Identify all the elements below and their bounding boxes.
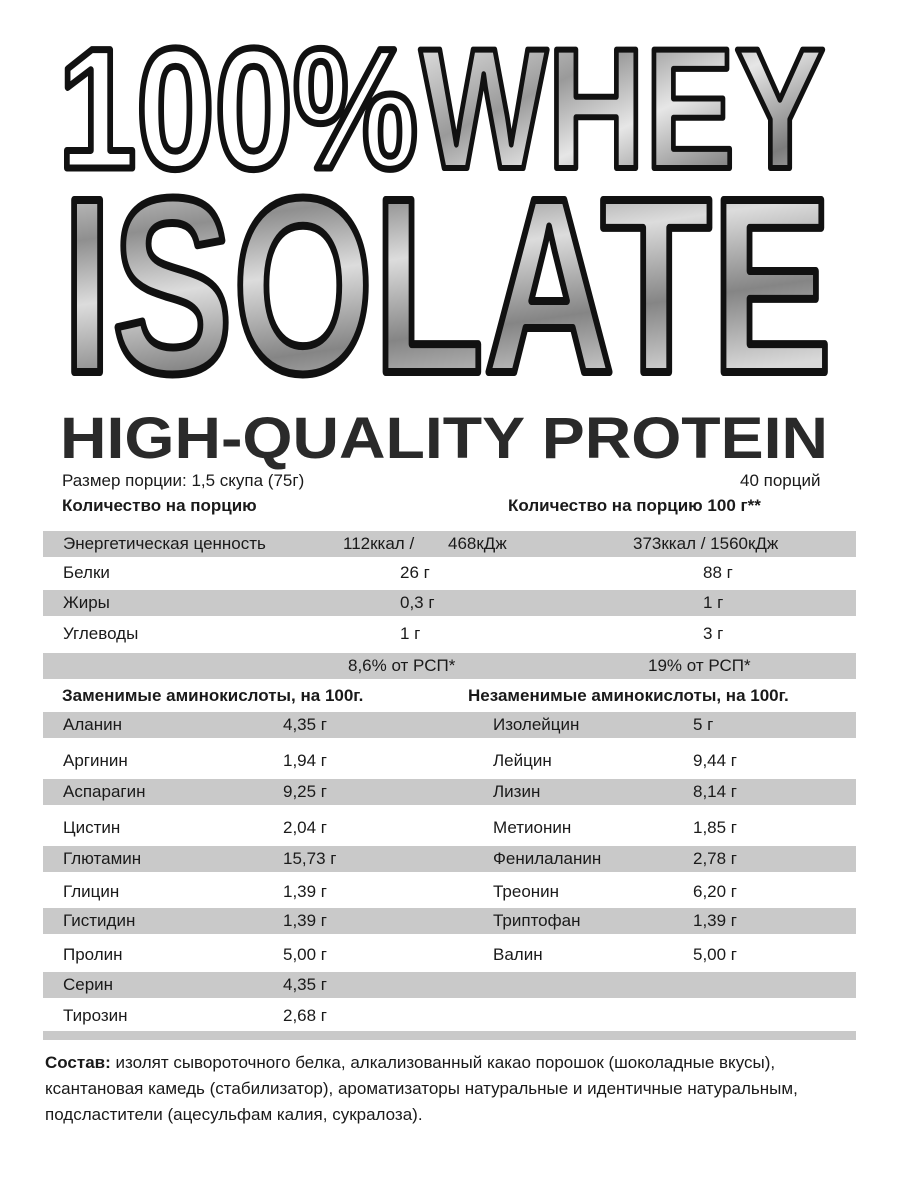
nonessential-amino-name: Глицин xyxy=(63,882,120,901)
nutrition-row-energy xyxy=(43,531,856,557)
amino-row xyxy=(43,712,856,738)
logo-isolate: ISOLATE xyxy=(62,146,832,425)
nonessential-amino-value: 4,35 г xyxy=(283,715,328,734)
nonessential-amino-name: Пролин xyxy=(63,945,123,964)
composition-body: изолят сывороточного белка, алкализованный какао порошок (шоколадные вкусы), ксантановая камедь (стабилизатор), ароматизаторы натуральные и идентичные натуральным, подсластители (ацесульфам калия, сукралоза). xyxy=(45,1053,798,1124)
nutrition-serving-kj: 468кДж xyxy=(448,534,507,553)
nutrition-row-protein xyxy=(43,560,856,586)
essential-amino-name: Лейцин xyxy=(493,751,552,770)
nutrition-per100: 3 г xyxy=(703,624,724,643)
rsp-per100: 19% от РСП* xyxy=(648,656,751,675)
nonessential-amino-name: Цистин xyxy=(63,818,121,837)
nonessential-amino-value: 2,04 г xyxy=(283,818,328,837)
essential-amino-value: 5,00 г xyxy=(693,945,738,964)
logo-tagline: HIGH-QUALITY PROTEIN xyxy=(60,406,828,470)
serving-size: Размер порции: 1,5 скупа (75г) xyxy=(62,471,305,490)
nutrition-serving: 0,3 г xyxy=(400,593,435,612)
logo-whey: WHEY xyxy=(420,13,825,205)
amino-row xyxy=(43,745,856,777)
composition-text xyxy=(45,1050,860,1128)
nonessential-amino-value: 15,73 г xyxy=(283,849,337,868)
essential-amino-name: Лизин xyxy=(493,782,541,801)
nonessential-amino-name: Аспарагин xyxy=(63,782,146,801)
nutrition-label: Белки xyxy=(63,563,110,582)
essential-amino-name: Валин xyxy=(493,945,543,964)
amino-row xyxy=(43,940,856,970)
nutrition-label: Углеводы xyxy=(63,624,139,643)
amino-row xyxy=(43,972,856,998)
nonessential-amino-value: 2,68 г xyxy=(283,1006,328,1025)
nutrition-serving: 26 г xyxy=(400,563,430,582)
nutrition-row-fat xyxy=(43,590,856,616)
per-serving-heading: Количество на порцию xyxy=(62,496,257,515)
essential-amino-value: 6,20 г xyxy=(693,882,738,901)
composition-label: Состав: xyxy=(45,1053,111,1072)
amino-row xyxy=(43,812,856,844)
nonessential-amino-value: 1,39 г xyxy=(283,911,328,930)
essential-amino-title: Незаменимые аминокислоты, на 100г. xyxy=(468,686,789,705)
essential-amino-name: Фенилаланин xyxy=(493,849,602,868)
essential-amino-value: 2,78 г xyxy=(693,849,738,868)
nutrition-serving: 1 г xyxy=(400,624,421,643)
amino-row xyxy=(43,779,856,805)
nonessential-amino-name: Аргинин xyxy=(63,751,128,770)
nutrition-per100: 88 г xyxy=(703,563,733,582)
essential-amino-name: Треонин xyxy=(493,882,560,901)
amino-row xyxy=(43,1001,856,1031)
table-bottom-rule xyxy=(43,1031,856,1040)
essential-amino-value: 8,14 г xyxy=(693,782,738,801)
nonessential-amino-value: 5,00 г xyxy=(283,945,328,964)
logo-100-percent: 100% xyxy=(58,13,418,205)
rsp-serving: 8,6% от РСП* xyxy=(348,656,456,675)
nutrition-row-carbs xyxy=(43,621,856,647)
nonessential-amino-value: 4,35 г xyxy=(283,975,328,994)
servings-count: 40 порций xyxy=(740,471,821,490)
essential-amino-value: 5 г xyxy=(693,715,714,734)
essential-amino-value: 9,44 г xyxy=(693,751,738,770)
nutrition-serving-kcal: 112ккал / xyxy=(343,534,415,553)
nonessential-amino-name: Серин xyxy=(63,975,114,994)
nonessential-amino-value: 1,39 г xyxy=(283,882,328,901)
essential-amino-name: Метионин xyxy=(493,818,572,837)
nonessential-amino-value: 9,25 г xyxy=(283,782,328,801)
essential-amino-name: Изолейцин xyxy=(493,715,580,734)
essential-amino-name: Триптофан xyxy=(493,911,581,930)
nonessential-amino-value: 1,94 г xyxy=(283,751,328,770)
nutrition-per100: 1 г xyxy=(703,593,724,612)
nonessential-amino-name: Гистидин xyxy=(63,911,136,930)
nonessential-amino-name: Аланин xyxy=(63,715,122,734)
nonessential-amino-name: Тирозин xyxy=(63,1006,128,1025)
nutrition-per100: 373ккал / 1560кДж xyxy=(633,534,779,553)
nonessential-amino-name: Глютамин xyxy=(63,849,142,868)
essential-amino-value: 1,39 г xyxy=(693,911,738,930)
product-logo xyxy=(0,0,900,470)
nutrition-label: Энергетическая ценность xyxy=(63,534,266,553)
nonessential-amino-title: Заменимые аминокислоты, на 100г. xyxy=(62,686,364,705)
amino-row xyxy=(43,908,856,934)
amino-row xyxy=(43,877,856,907)
amino-row xyxy=(43,846,856,872)
nutrition-label: Жиры xyxy=(63,593,110,612)
essential-amino-value: 1,85 г xyxy=(693,818,738,837)
nutrition-row-rsp xyxy=(43,653,856,679)
per-100g-heading: Количество на порцию 100 г** xyxy=(508,496,761,515)
